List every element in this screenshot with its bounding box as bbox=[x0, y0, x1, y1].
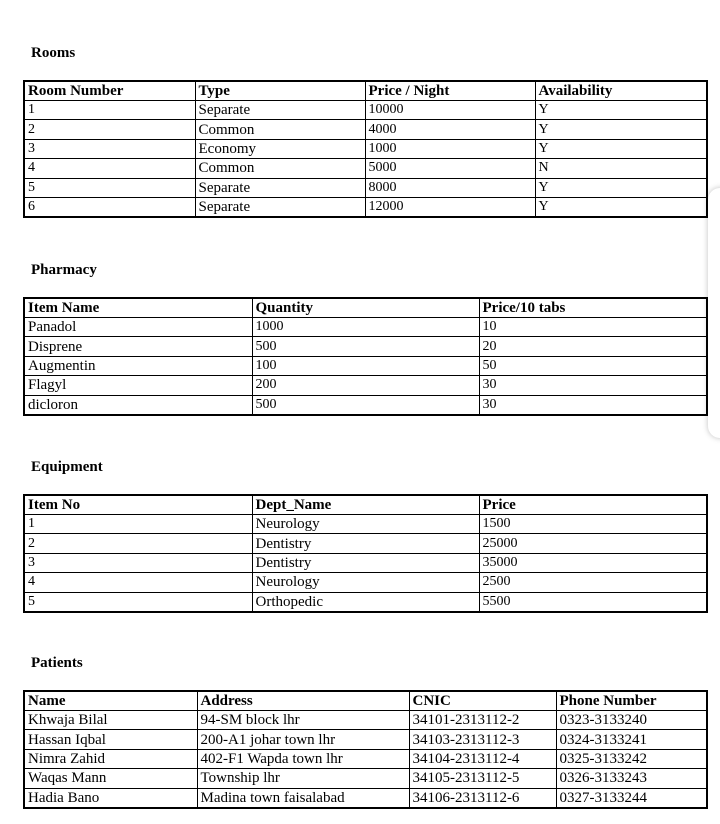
table-row bbox=[24, 553, 707, 572]
table-cell: Y bbox=[535, 139, 707, 158]
table-cell: 1000 bbox=[252, 318, 479, 337]
table-cell: Dentistry bbox=[252, 553, 479, 572]
patients-table bbox=[23, 690, 708, 809]
table-cell: 3 bbox=[24, 139, 195, 158]
table-cell: Flagyl bbox=[24, 376, 252, 395]
table-cell: Nimra Zahid bbox=[24, 749, 197, 768]
table-cell: 0325-3133242 bbox=[556, 749, 707, 768]
column-header: Room Number bbox=[24, 81, 195, 101]
table-cell: 100 bbox=[252, 356, 479, 375]
table-cell: 0327-3133244 bbox=[556, 788, 707, 808]
table-row bbox=[24, 749, 707, 768]
column-header: Dept_Name bbox=[252, 495, 479, 515]
table-cell: Y bbox=[535, 197, 707, 217]
table-cell: Y bbox=[535, 178, 707, 197]
column-header: Quantity bbox=[252, 298, 479, 318]
table-row bbox=[24, 101, 707, 120]
table-cell: Disprene bbox=[24, 337, 252, 356]
table-header-row bbox=[24, 495, 707, 515]
table-cell: 4000 bbox=[365, 120, 535, 139]
table-row bbox=[24, 178, 707, 197]
table-cell: 500 bbox=[252, 395, 479, 415]
table-cell: 34105-2313112-5 bbox=[409, 769, 556, 788]
column-header: Phone Number bbox=[556, 691, 707, 711]
rooms-table bbox=[23, 80, 708, 218]
table-cell: 5000 bbox=[365, 159, 535, 178]
table-cell: Dentistry bbox=[252, 534, 479, 553]
table-cell: 34103-2313112-3 bbox=[409, 730, 556, 749]
table-cell: 2 bbox=[24, 534, 252, 553]
table-cell: 5500 bbox=[479, 592, 707, 612]
table-cell: 5 bbox=[24, 592, 252, 612]
table-header-row bbox=[24, 81, 707, 101]
table-cell: Khwaja Bilal bbox=[24, 711, 197, 730]
table-row bbox=[24, 376, 707, 395]
table-header-row bbox=[24, 298, 707, 318]
table-row bbox=[24, 356, 707, 375]
table-row bbox=[24, 197, 707, 217]
table-cell: 2500 bbox=[479, 573, 707, 592]
pharmacy-title: Pharmacy bbox=[31, 262, 97, 278]
table-cell: Waqas Mann bbox=[24, 769, 197, 788]
column-header: Price / Night bbox=[365, 81, 535, 101]
table-row bbox=[24, 139, 707, 158]
table-row bbox=[24, 730, 707, 749]
table-cell: 200 bbox=[252, 376, 479, 395]
table-cell: Madina town faisalabad bbox=[197, 788, 409, 808]
table-cell: 1000 bbox=[365, 139, 535, 158]
table-cell: dicloron bbox=[24, 395, 252, 415]
table-cell: 25000 bbox=[479, 534, 707, 553]
table-header-row bbox=[24, 691, 707, 711]
table-cell: 35000 bbox=[479, 553, 707, 572]
table-cell: Neurology bbox=[252, 573, 479, 592]
table-row bbox=[24, 573, 707, 592]
table-cell: 500 bbox=[252, 337, 479, 356]
table-cell: Separate bbox=[195, 178, 365, 197]
table-row bbox=[24, 534, 707, 553]
table-cell: Y bbox=[535, 101, 707, 120]
table-row bbox=[24, 318, 707, 337]
table-cell: 402-F1 Wapda town lhr bbox=[197, 749, 409, 768]
column-header: Address bbox=[197, 691, 409, 711]
table-cell: 94-SM block lhr bbox=[197, 711, 409, 730]
table-row bbox=[24, 592, 707, 612]
table-cell: 200-A1 johar town lhr bbox=[197, 730, 409, 749]
table-cell: 4 bbox=[24, 159, 195, 178]
table-cell: Y bbox=[535, 120, 707, 139]
table-cell: Economy bbox=[195, 139, 365, 158]
table-cell: 8000 bbox=[365, 178, 535, 197]
table-cell: 34106-2313112-6 bbox=[409, 788, 556, 808]
table-cell: Common bbox=[195, 159, 365, 178]
table-cell: 30 bbox=[479, 376, 707, 395]
column-header: Name bbox=[24, 691, 197, 711]
table-cell: Township lhr bbox=[197, 769, 409, 788]
table-cell: 0324-3133241 bbox=[556, 730, 707, 749]
table-cell: 50 bbox=[479, 356, 707, 375]
table-row bbox=[24, 337, 707, 356]
table-cell: 0326-3133243 bbox=[556, 769, 707, 788]
column-header: Price/10 tabs bbox=[479, 298, 707, 318]
table-cell: 10000 bbox=[365, 101, 535, 120]
table-cell: Separate bbox=[195, 197, 365, 217]
table-cell: Orthopedic bbox=[252, 592, 479, 612]
column-header: Item Name bbox=[24, 298, 252, 318]
table-cell: Augmentin bbox=[24, 356, 252, 375]
table-row bbox=[24, 395, 707, 415]
table-cell: 0323-3133240 bbox=[556, 711, 707, 730]
rooms-title: Rooms bbox=[31, 45, 76, 61]
table-cell: Separate bbox=[195, 101, 365, 120]
table-cell: Hassan Iqbal bbox=[24, 730, 197, 749]
table-cell: N bbox=[535, 159, 707, 178]
table-row bbox=[24, 120, 707, 139]
column-header: Type bbox=[195, 81, 365, 101]
table-row bbox=[24, 711, 707, 730]
patients-title: Patients bbox=[31, 655, 83, 671]
table-row bbox=[24, 515, 707, 534]
table-row bbox=[24, 159, 707, 178]
table-cell: 2 bbox=[24, 120, 195, 139]
table-cell: 6 bbox=[24, 197, 195, 217]
table-cell: Neurology bbox=[252, 515, 479, 534]
table-cell: 1500 bbox=[479, 515, 707, 534]
column-header: Item No bbox=[24, 495, 252, 515]
table-cell: 34101-2313112-2 bbox=[409, 711, 556, 730]
table-cell: 30 bbox=[479, 395, 707, 415]
table-cell: 1 bbox=[24, 101, 195, 120]
table-cell: 12000 bbox=[365, 197, 535, 217]
table-cell: 1 bbox=[24, 515, 252, 534]
table-cell: 20 bbox=[479, 337, 707, 356]
table-cell: 3 bbox=[24, 553, 252, 572]
table-row bbox=[24, 769, 707, 788]
table-cell: Common bbox=[195, 120, 365, 139]
table-cell: 34104-2313112-4 bbox=[409, 749, 556, 768]
equipment-title: Equipment bbox=[31, 459, 103, 475]
column-header: CNIC bbox=[409, 691, 556, 711]
pharmacy-table bbox=[23, 297, 708, 416]
column-header: Availability bbox=[535, 81, 707, 101]
table-cell: Panadol bbox=[24, 318, 252, 337]
table-cell: 5 bbox=[24, 178, 195, 197]
scroll-handle[interactable] bbox=[708, 188, 720, 438]
table-cell: 10 bbox=[479, 318, 707, 337]
table-cell: 4 bbox=[24, 573, 252, 592]
column-header: Price bbox=[479, 495, 707, 515]
table-cell: Hadia Bano bbox=[24, 788, 197, 808]
equipment-table bbox=[23, 494, 708, 613]
table-row bbox=[24, 788, 707, 808]
